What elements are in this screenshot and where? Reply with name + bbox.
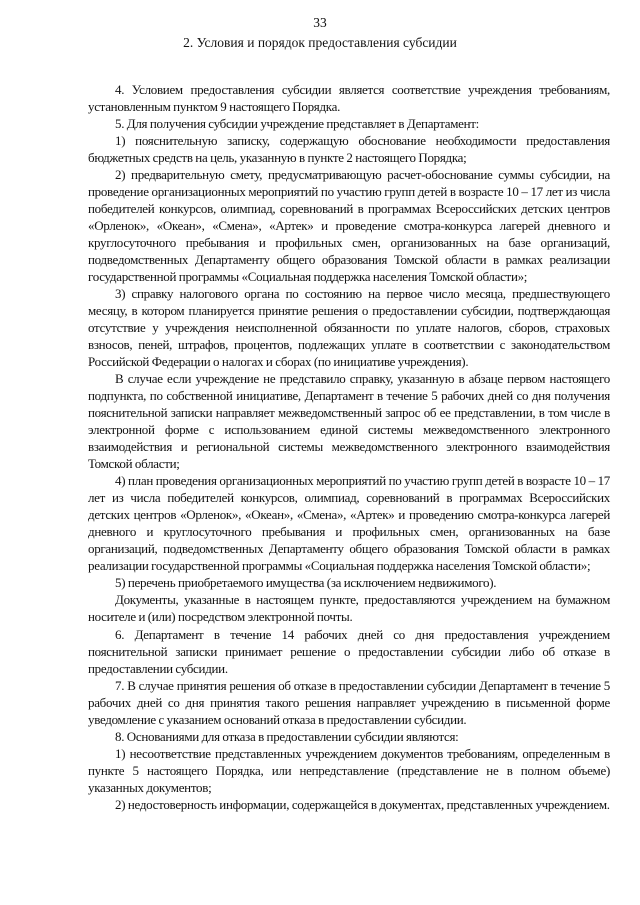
paragraph-decision-term: 6. Департамент в течение 14 рабочих дней со дня предоставления учреждением пояснительной записки принимает решение о предоставлении субсидии либо об отказе в предоставлении субсидии.	[88, 626, 610, 676]
paragraph-item-4-plan: 4) план проведения организационных мероприятий по участию групп детей в возрасте 10 – 17 лет из числа победителей конкурсов, олимпиад, соревнований в программах Всероссийских детских центров «Орленок», «Океан», «Смена», «Артек» и проведению смотра-конкурса лагерей дневного и круглосуточного пребывания и профильных смен, организованных на базе организаций, подведомственных Департаменту общего образования Томской области в рамках реализации государственной программы «Социальная поддержка населения Томской области»;	[88, 473, 610, 574]
paragraph-interagency-request: В случае если учреждение не представило справку, указанную в абзаце первом настоящего подпункта, по собственной инициативе, Департамент в течение 5 рабочих дней со дня получения пояснительной записки направляет межведомственный запрос об ее представлении, в том числе в электронной форме с использованием единой системы межведомственного электронного взаимодействия и региональной системы межведомственного электронного взаимодействия Томской области;	[88, 371, 610, 472]
paragraph-refusal-grounds: 8. Основаниями для отказа в предоставлении субсидии являются:	[115, 728, 459, 744]
paragraph-submission-method: Документы, указанные в настоящем пункте, предоставляются учреждением на бумажном носителе и (или) посредством электронной почты.	[88, 592, 610, 625]
paragraph-item-2-estimate: 2) предварительную смету, предусматривающую расчет-обоснование суммы субсидии, на проведение организационных мероприятий по участию групп детей в возрасте 10 – 17 лет из числа победителей конкурсов, олимпиад, соревнований в программах Всероссийских детских центров «Орленок», «Океан», «Смена», «Артек» и проведение смотра-конкурса лагерей дневного и круглосуточного пребывания и профильных смен, организованных на базе организаций, подведомственных Департаменту общего образования Томской области в рамках реализации государственной программы «Социальная поддержка населения Томской области»;	[88, 167, 610, 285]
section-title: 2. Условия и порядок предоставления субсидии	[183, 35, 457, 50]
paragraph-item-3-tax-certificate: 3) справку налогового органа по состоянию на первое число месяца, предшествующего месяцу, в котором планируется принятие решения о предоставлении субсидии, подтверждающая отсутствие у учреждения неисполненной обязанности по уплате налогов, сборов, страховых взносов, пеней, штрафов, процентов, подлежащих уплате в соответствии с законодательством Российской Федерации о налогах и сборах (по инициативе учреждения).	[88, 286, 610, 370]
document-body	[88, 81, 610, 813]
paragraph-condition: 4. Условием предоставления субсидии является соответствие учреждения требованиям, установленным пунктом 9 настоящего Порядка.	[88, 82, 610, 115]
paragraph-refusal-notice: 7. В случае принятия решения об отказе в предоставлении субсидии Департамент в течение 5 рабочих дней со дня принятия такого решения направляет учреждению в письменной форме уведомление с указанием оснований отказа в предоставлении субсидии.	[88, 677, 610, 727]
paragraph-item-5-property-list: 5) перечень приобретаемого имущества (за исключением недвижимого).	[115, 575, 497, 591]
paragraph-ground-2: 2) недостоверность информации, содержащейся в документах, представленных учреждением.	[115, 796, 610, 812]
paragraph-documents-intro: 5. Для получения субсидии учреждение представляет в Департамент:	[115, 116, 479, 132]
paragraph-item-1-note: 1) пояснительную записку, содержащую обоснование необходимости предоставления бюджетных средств на цель, указанную в пункте 2 настоящего Порядка;	[88, 133, 610, 166]
paragraph-ground-1: 1) несоответствие представленных учреждением документов требованиям, определенным в пункте 5 настоящего Порядка, или непредставление (представление не в полном объеме) указанных документов;	[88, 745, 610, 795]
page-number: 33	[313, 15, 327, 30]
